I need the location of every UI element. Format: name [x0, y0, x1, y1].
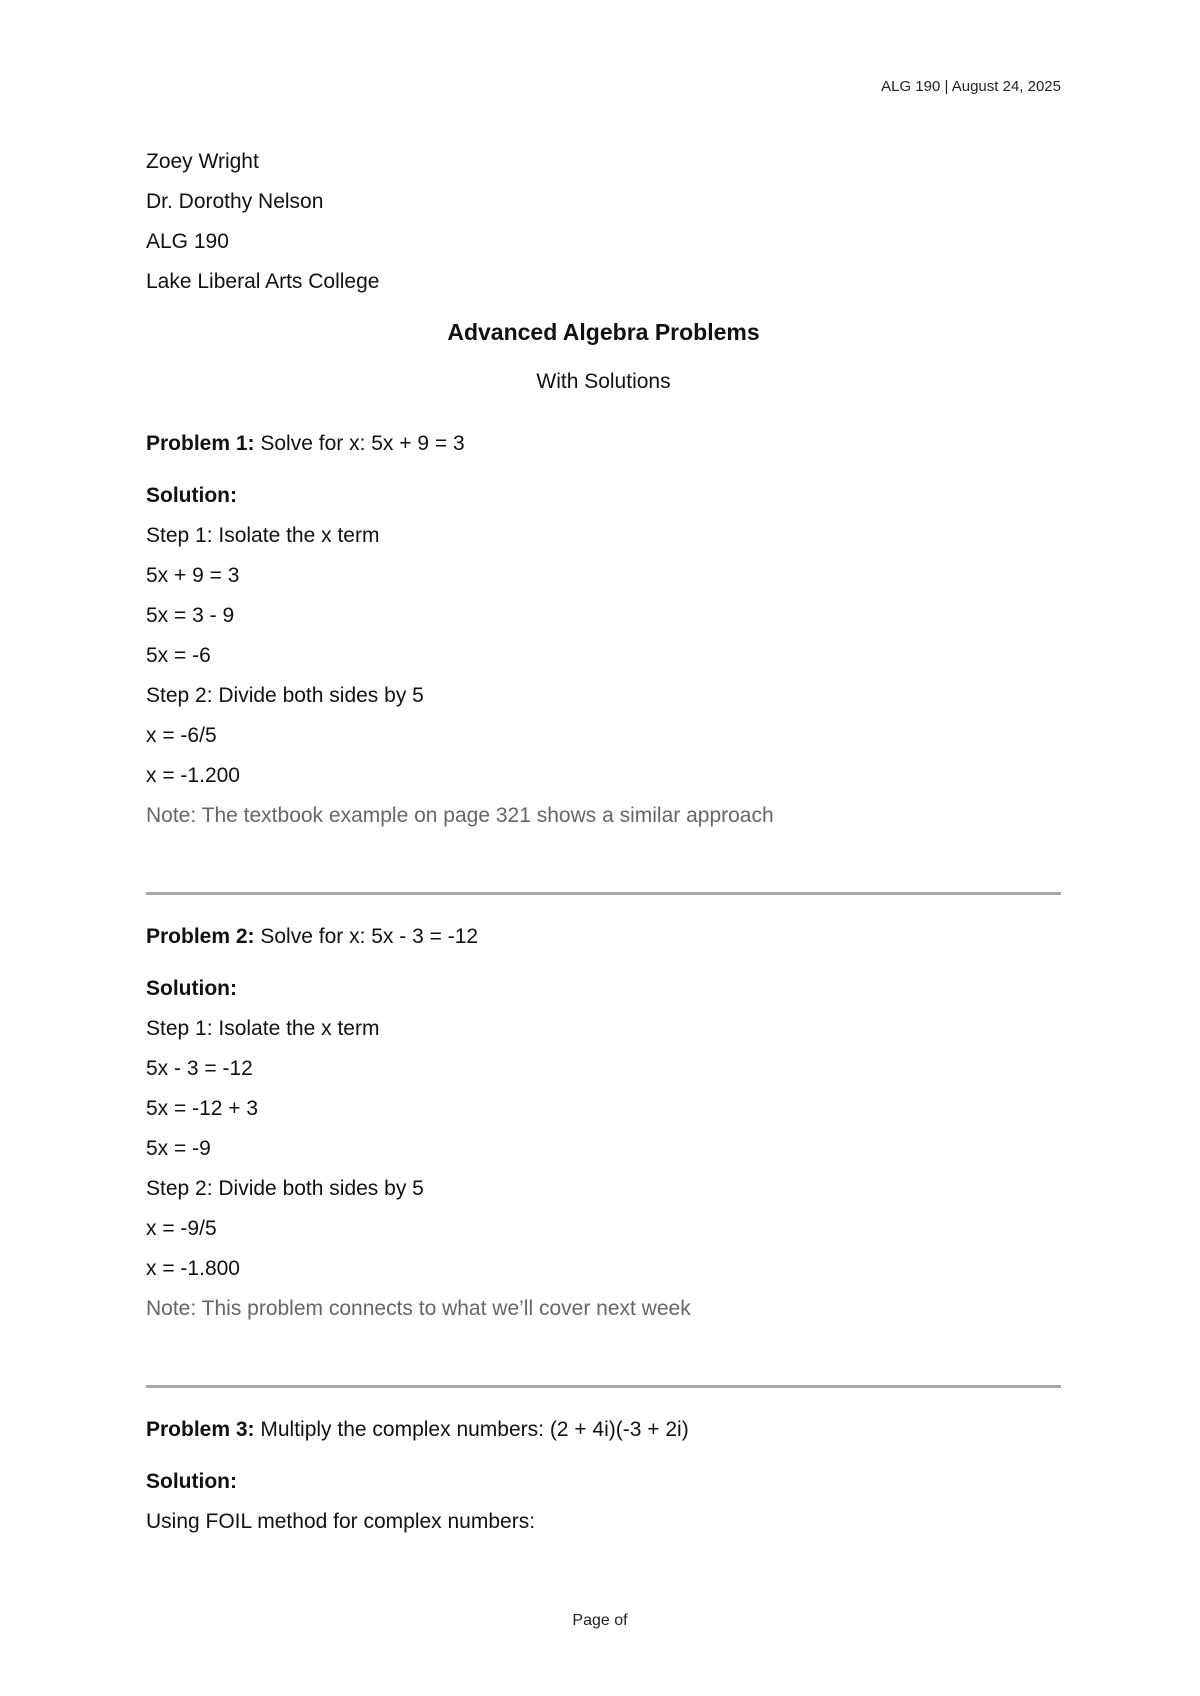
problem-1-step: 5x = 3 - 9	[146, 604, 235, 627]
problem-2-heading	[146, 917, 1061, 957]
problem-3-step: Using FOIL method for complex numbers:	[146, 1510, 536, 1533]
problem-1-heading	[146, 424, 1061, 464]
document-title: Advanced Algebra Problems	[447, 319, 760, 345]
problem-3-label: Problem 3:	[146, 1418, 255, 1441]
section-divider	[146, 892, 1061, 895]
course-code: ALG 190	[146, 230, 229, 253]
section-divider	[146, 1385, 1061, 1388]
problem-2-step: x = -9/5	[146, 1217, 217, 1240]
problem-2-step: 5x = -9	[146, 1137, 211, 1160]
problem-1-solution-label: Solution:	[146, 484, 237, 507]
page-footer: Page of	[572, 1612, 628, 1629]
problem-2-step: 5x = -12 + 3	[146, 1097, 259, 1120]
instructor-name: Dr. Dorothy Nelson	[146, 190, 324, 213]
page-header: ALG 190 | August 24, 2025	[881, 78, 1061, 95]
problem-1-note: Note: The textbook example on page 321 shows a similar approach	[146, 804, 774, 827]
problem-1-step: Step 2: Divide both sides by 5	[146, 684, 424, 707]
problem-1-step: x = -1.200	[146, 764, 240, 787]
problem-1-step: 5x = -6	[146, 644, 211, 667]
problem-1-label: Problem 1:	[146, 432, 255, 455]
problem-2-note: Note: This problem connects to what we’ll cover next week	[146, 1297, 691, 1320]
problem-2-step: 5x - 3 = -12	[146, 1057, 253, 1080]
problem-3-solution-label: Solution:	[146, 1470, 237, 1493]
problem-2-step: Step 2: Divide both sides by 5	[146, 1177, 424, 1200]
problem-1-step: 5x + 9 = 3	[146, 564, 240, 587]
problem-1-step: x = -6/5	[146, 724, 217, 747]
problem-2-solution-label: Solution:	[146, 977, 237, 1000]
problem-2-statement: Solve for x: 5x - 3 = -12	[254, 925, 479, 948]
institution-name: Lake Liberal Arts College	[146, 270, 380, 293]
problem-3-statement: Multiply the complex numbers: (2 + 4i)(-3 + 2i)	[254, 1418, 689, 1441]
author-name: Zoey Wright	[146, 150, 259, 173]
problem-1-statement: Solve for x: 5x + 9 = 3	[254, 432, 465, 455]
document-subtitle: With Solutions	[536, 370, 671, 393]
problem-2-step: Step 1: Isolate the x term	[146, 1017, 380, 1040]
problem-1-step: Step 1: Isolate the x term	[146, 524, 380, 547]
document-body	[146, 142, 1061, 1542]
problem-2-step: x = -1.800	[146, 1257, 240, 1280]
problem-2-label: Problem 2:	[146, 925, 255, 948]
problem-3-heading	[146, 1410, 1061, 1450]
